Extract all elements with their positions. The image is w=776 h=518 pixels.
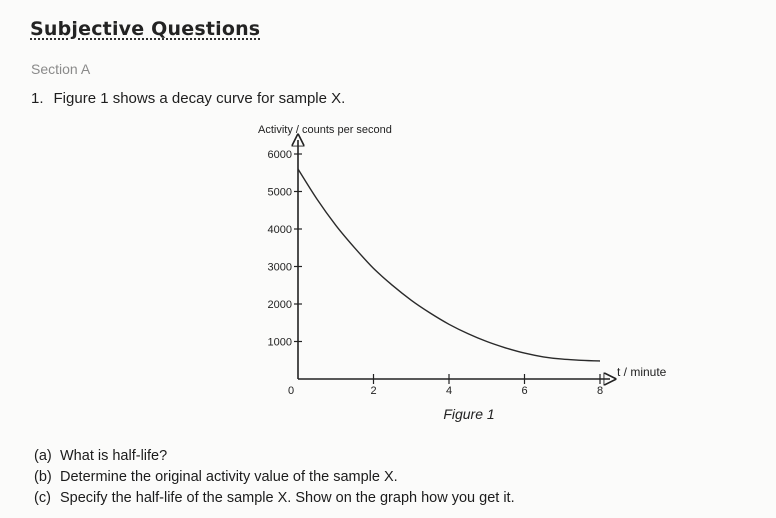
section-label: Section A — [31, 61, 91, 77]
x-tick-label: 4 — [445, 385, 453, 397]
part-text: Specify the half-life of the sample X. Show on the graph how you get it. — [60, 490, 515, 506]
y-axis-label: Activity / counts per second — [258, 124, 392, 136]
decay-curve — [298, 169, 600, 361]
page-title: Subjective Questions — [30, 18, 261, 40]
y-tick-label: 5000 — [267, 186, 292, 199]
part-text: Determine the original activity value of the sample X. — [60, 469, 398, 485]
question-part-a — [34, 446, 515, 467]
x-tick-label: 2 — [370, 385, 377, 397]
y-tick-label: 3000 — [267, 261, 292, 274]
origin-label: 0 — [287, 385, 295, 397]
part-label: (a) — [34, 448, 52, 464]
question-parts — [34, 446, 515, 509]
x-axis-label: t / minute — [617, 365, 667, 379]
part-label: (b) — [34, 469, 52, 485]
y-tick-label: 2000 — [267, 299, 292, 311]
y-tick-label: 6000 — [267, 149, 292, 161]
x-tick-label: 8 — [596, 385, 604, 397]
question-part-c — [34, 488, 515, 509]
question-number: 1. — [31, 90, 44, 107]
question-text: Figure 1 shows a decay curve for sample X. — [53, 90, 346, 107]
y-tick-label: 1000 — [267, 336, 292, 349]
question-part-b — [34, 467, 515, 488]
figure-caption: Figure 1 — [443, 406, 495, 422]
part-text: What is half-life? — [60, 448, 168, 464]
y-tick-label: 4000 — [267, 224, 292, 236]
x-tick-label: 6 — [521, 385, 528, 397]
part-label: (c) — [34, 490, 51, 506]
